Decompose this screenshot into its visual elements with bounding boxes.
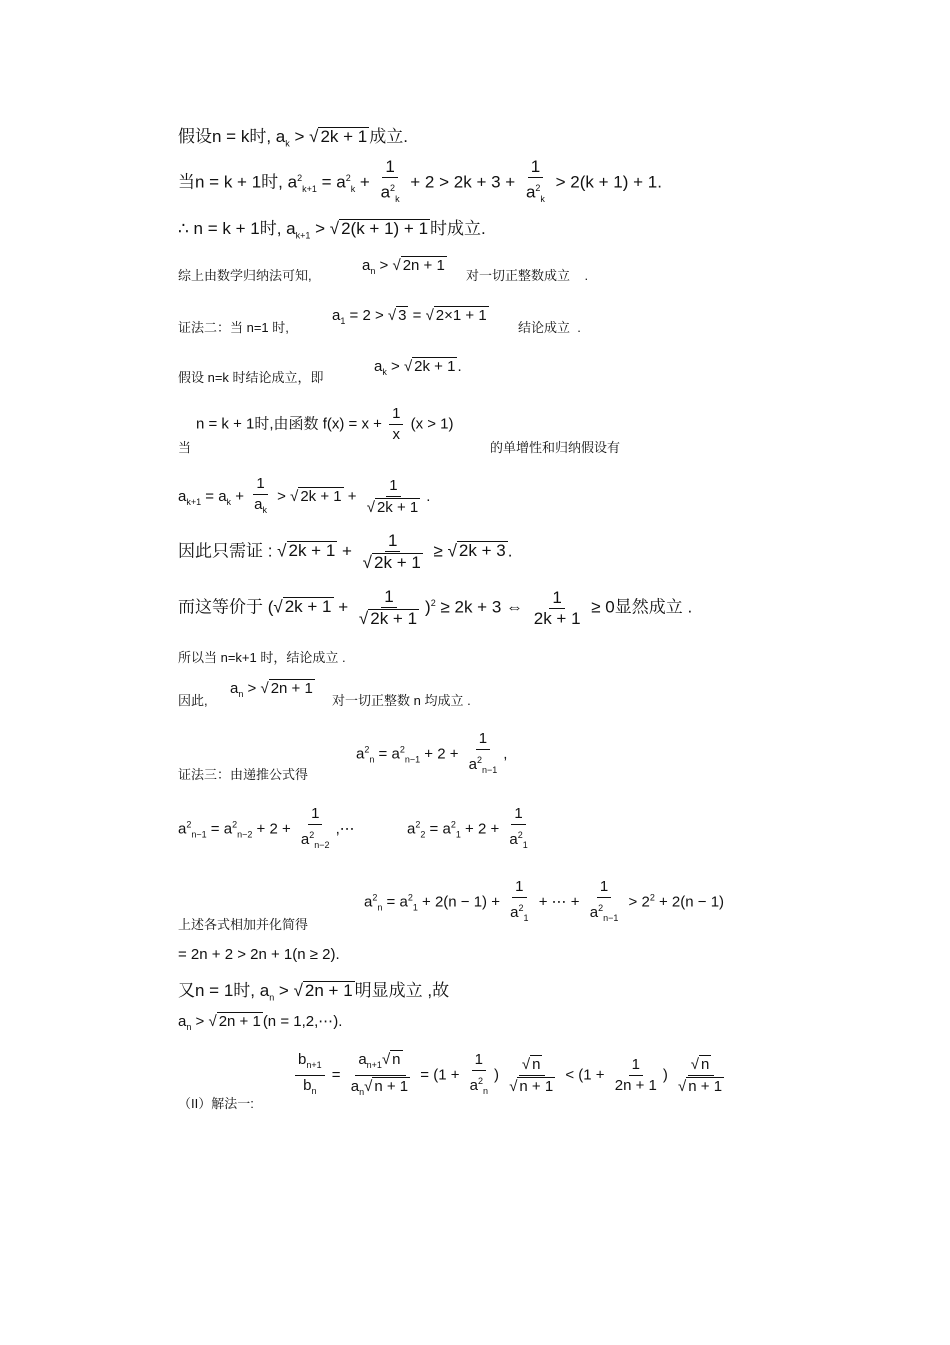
line-therefore: ∴ n = k + 1时, $a_{k+1}$ > √ 2(k + 1) + 1 时成立. <box>178 219 486 241</box>
text-monotone <box>490 437 620 456</box>
line-result <box>178 946 340 963</box>
text-result: = 2n + 2 > 2n + 1(n ≥ 2). <box>178 946 340 963</box>
line-hypothesis-k <box>178 122 408 148</box>
text-therefore: 因此, <box>178 693 208 708</box>
text-final-range: (n = 1,2,⋯). <box>262 1013 343 1030</box>
formula-a2: $a^2_2 = a^2_1 + 2$ + $\frac{1}{a^2_1}$ <box>407 805 528 850</box>
line-assume-nk <box>178 367 324 386</box>
line-solution-one <box>178 1093 254 1112</box>
text-induction-summary: 综上由数学归纳法可知, <box>178 268 312 283</box>
line-therefore-two <box>178 690 208 709</box>
formula-recurrence: $a^2_n = a^2_{n-1} + 2$ + $\frac{1}{a^2_{n-1}}$ , <box>356 730 508 775</box>
formula-an: $a_n$ > √ 2n + 1 <box>362 257 445 276</box>
text-obvious: 显然成立 <box>614 597 683 617</box>
text-holds-k1: 所以当 n=k+1 时，结论成立 . <box>178 650 346 665</box>
text-need-prove: 因此只需证 <box>178 541 263 561</box>
formula-function: n = k + 1时,由函数 f(x) = x + $\frac{1}{x}$ (x > 1) <box>196 405 454 443</box>
text-conclusion-holds: 结论成立 . <box>518 320 581 335</box>
line-n1-case: 又n = 1时, $a_n$ > √ 2n + 1 明显成立 ,故 <box>178 981 450 1003</box>
formula-bn-ratio: $\frac{b_{n+1}}{b_n}$ = $\frac{a_{n+1}√ n}{a_n√ n + 1}$ = (1 + $\frac{1}{a^2_n}$ ) $\frac{√ n}{√ n + 1}$ < (1 + $\frac{1}{2n + 1}$ ) $\frac{√ n}{√ n + 1}$ <box>292 1050 730 1101</box>
text-evident: 明显成立 <box>354 981 423 1000</box>
line-when <box>178 437 191 456</box>
text-assume: 假设n = k时, $a_k$ > √ 2k + 1 成立. <box>178 127 408 149</box>
text-solution-one: （II）解法一: <box>178 1096 254 1111</box>
formula-sum: $a^2_n = a^2_1 + 2(n - 1)$ + $\frac{1}{a^2_1}$ + ⋯ + $\frac{1}{a^2_{n-1}}$ > $2^2 + 2(n - 1)$ <box>364 878 725 923</box>
text-equivalent: 而这等价于 <box>178 597 263 617</box>
formula-a1: $a_1 = 2$ > √ 3 = √ 2×1 + 1 <box>332 307 487 326</box>
line-conclusion-induction <box>178 265 312 284</box>
line-holds-k1 <box>178 647 346 666</box>
text-n1: 又n = 1时, a <box>178 981 270 1000</box>
text-monotone-tail: 的单增性和归纳假设有 <box>490 440 621 455</box>
line-final: $a_n$ > √ 2n + 1 (n = 1,2,⋯). <box>178 1013 343 1032</box>
formula-ak: $a_k$ > √ 2k + 1 . <box>374 358 462 377</box>
text-all-n: 对一切正整数 n 均成立 . <box>332 693 471 708</box>
text-hence: ,故 <box>427 981 450 1000</box>
text-when: 当 <box>178 440 192 455</box>
formula-an-two: $a_n$ > √ 2n + 1 <box>230 680 313 699</box>
line-proof-two <box>178 317 289 336</box>
line-sum-text <box>178 914 308 933</box>
text-for-all: 对一切正整数成立 . <box>466 268 589 283</box>
line-recurrence-chain: $a^2_{n-1} = a^2_{n-2} + 2$ + $\frac{1}{a^2_{n-2}}$ ,⋯ <box>178 805 355 850</box>
text-holds: 结论成立 <box>518 320 571 335</box>
text-all-positive: 对一切正整数成立 <box>466 268 571 283</box>
line-proof-three <box>178 764 308 783</box>
text-assume-nk: 假设 n=k 时结论成立，即 <box>178 370 324 385</box>
text-proof-two: 证法二：当 n=1 时, <box>178 320 289 335</box>
line-induction-step: 当n = k + 1时, $a^2_{k+1} = a^2_k$ + $\frac{1}{a^2_k}$ + 2 > 2k + 3 + $\frac{1}{a^2_k}$ > 2(k + 1) + 1. <box>178 157 662 205</box>
line-ak1-bound: $a_{k+1} = a_k$ + $\frac{1}{a_k}$ > √ 2k + 1 + $\frac{1}{√ 2k + 1}$ . <box>178 475 431 516</box>
text-all-n-tail: 对一切正整数 n 均成立 <box>332 693 464 708</box>
line-equivalent: 而这等价于 (√ 2k + 1 + $\frac{1}{√ 2k + 1}$ )$^2$ ≥ 2k + 3 ⇔ $\frac{1}{2k + 1}$ ≥ 0显然成立 . <box>178 587 693 628</box>
line-need-prove: 因此只需证 : √ 2k + 1 + $\frac{1}{√ 2k + 1}$ ≥ √ 2k + 3 . <box>178 531 513 572</box>
text-sum-simplify: 上述各式相加并化简得 <box>178 917 309 932</box>
text-proof-three: 证法三：由递推公式得 <box>178 767 309 782</box>
